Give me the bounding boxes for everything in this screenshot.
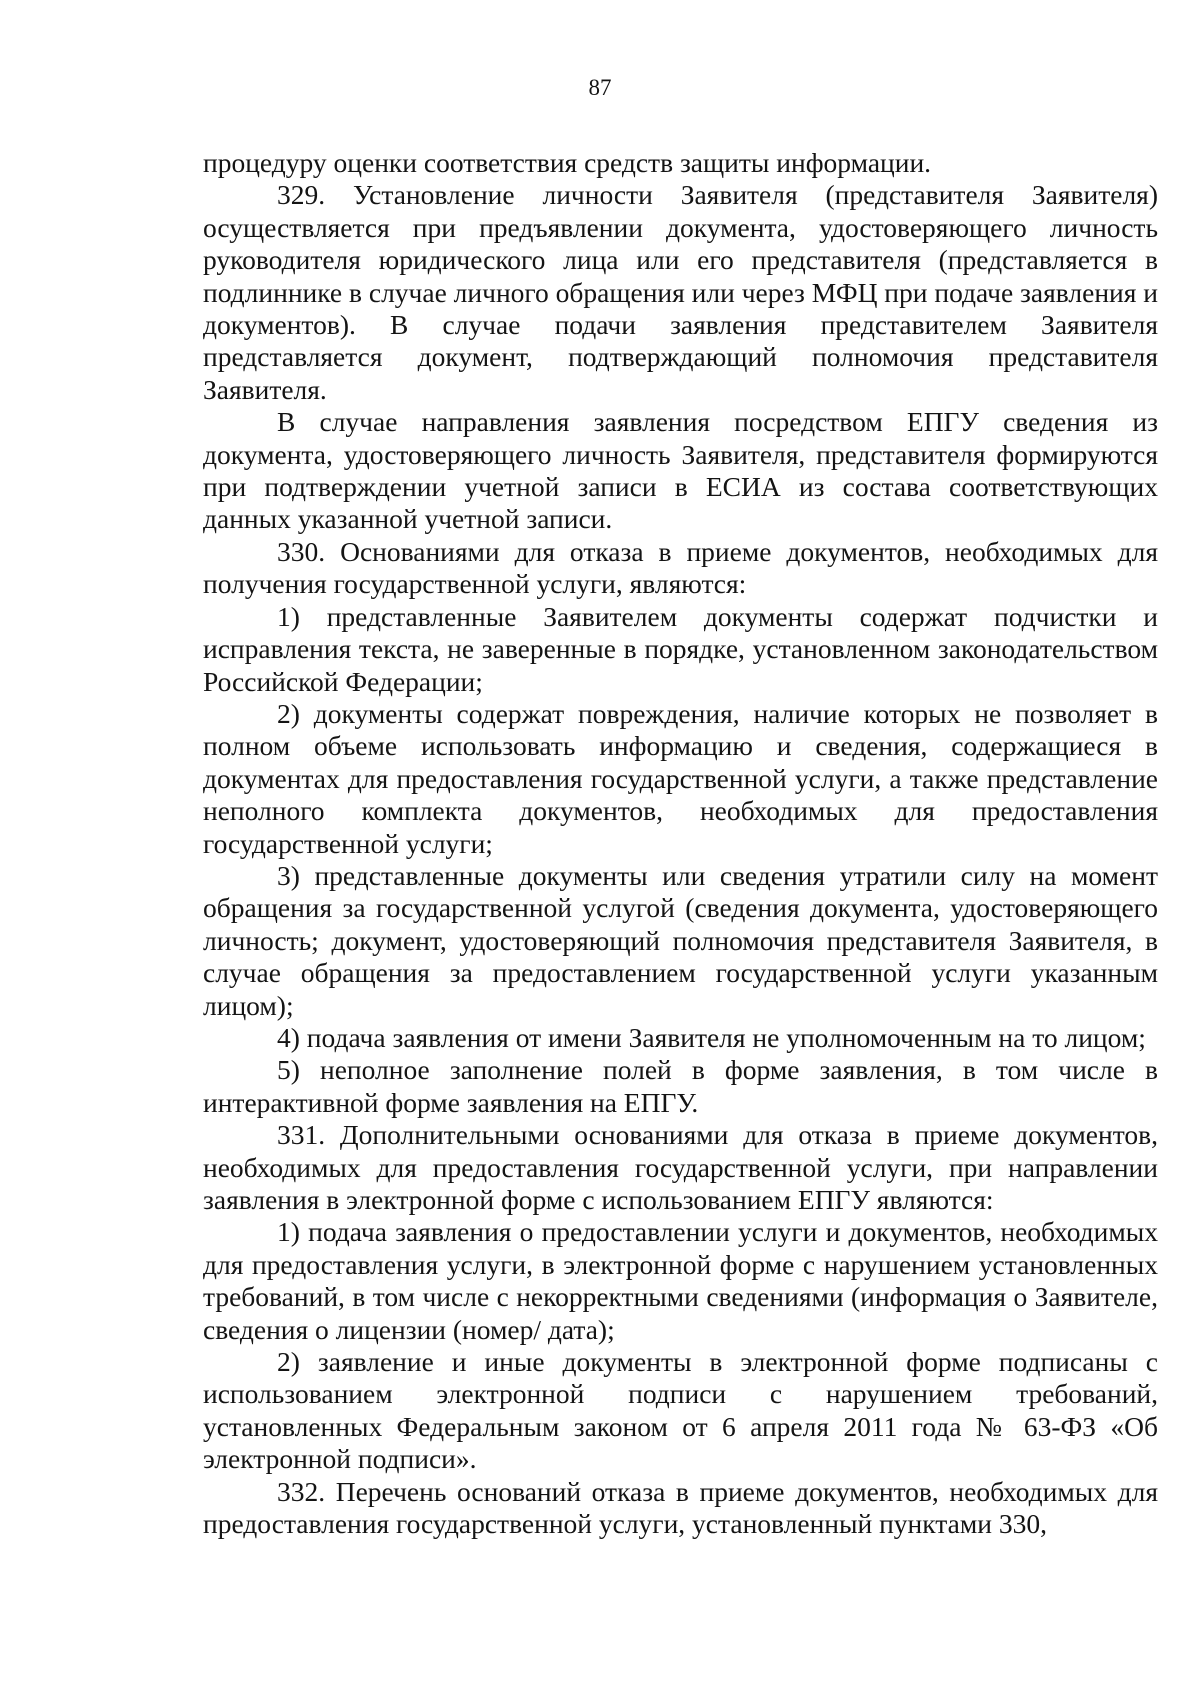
paragraph-330-item-4: 4) подача заявления от имени Заявителя не уполномоченным на то лицом; bbox=[277, 1021, 1146, 1053]
paragraph-329-epgu: В случае направления заявления посредством ЕПГУ сведения из документа, удостоверяющего личность Заявителя, представителя формируются при подтверждении учетной записи в ЕСИА из состава соответствующих данных указанной учетной записи. bbox=[203, 406, 1158, 535]
paragraph-331-item-2: 2) заявление и иные документы в электронной форме подписаны с использованием электронной подписи с нарушением требований, установленных Федеральным законом от 6 апреля 2011 года № 63-ФЗ «Об электронной подписи». bbox=[203, 1346, 1158, 1475]
paragraph-331-item-1: 1) подача заявления о предоставлении услуги и документов, необходимых для предоставления услуги, в электронной форме с нарушением установленных требований, в том числе с некорректными сведениями (информация о Заявителе, сведения о лицензии (номер/ дата); bbox=[203, 1216, 1158, 1345]
paragraph-continuation: процедуру оценки соответствия средств защиты информации. bbox=[203, 147, 932, 178]
page-number: 87 bbox=[588, 75, 612, 100]
paragraph-330-item-2: 2) документы содержат повреждения, наличие которых не позволяет в полном объеме использовать информацию и сведения, содержащиеся в документах для предоставления государственной услуги, а также представление неполного комплекта документов, необходимых для предоставления государственной услуги; bbox=[203, 697, 1158, 859]
paragraph-329: 329. Установление личности Заявителя (представителя Заявителя) осуществляется при предъявлении документа, удостоверяющего личность руководителя юридического лица или его представителя (представляется в подлиннике в случае личного обращения или через МФЦ при подаче заявления и документов). В случае подачи заявления представителем Заявителя представляется документ, подтверждающий полномочия представителя Заявителя. bbox=[203, 179, 1158, 405]
paragraph-332: 332. Перечень оснований отказа в приеме документов, необходимых для предоставления государственной услуги, установленный пунктами 330, bbox=[203, 1475, 1158, 1540]
paragraph-331: 331. Дополнительными основаниями для отказа в приеме документов, необходимых для предоставления государственной услуги, при направлении заявления в электронной форме с использованием ЕПГУ являются: bbox=[203, 1119, 1158, 1215]
paragraph-330-item-1: 1) представленные Заявителем документы содержат подчистки и исправления текста, не заверенные в порядке, установленном законодательством Российской Федерации; bbox=[203, 600, 1158, 697]
document-body bbox=[203, 147, 1158, 1540]
paragraph-330-item-5: 5) неполное заполнение полей в форме заявления, в том числе в интерактивной форме заявления на ЕПГУ. bbox=[203, 1054, 1158, 1118]
paragraph-330: 330. Основаниями для отказа в приеме документов, необходимых для получения государственной услуги, являются: bbox=[203, 535, 1158, 600]
paragraph-330-item-3: 3) представленные документы или сведения утратили силу на момент обращения за государственной услугой (сведения документа, удостоверяющего личность; документ, удостоверяющий полномочия представителя Заявителя, в случае обращения за предоставлением государственной услуги указанным лицом); bbox=[203, 859, 1158, 1021]
